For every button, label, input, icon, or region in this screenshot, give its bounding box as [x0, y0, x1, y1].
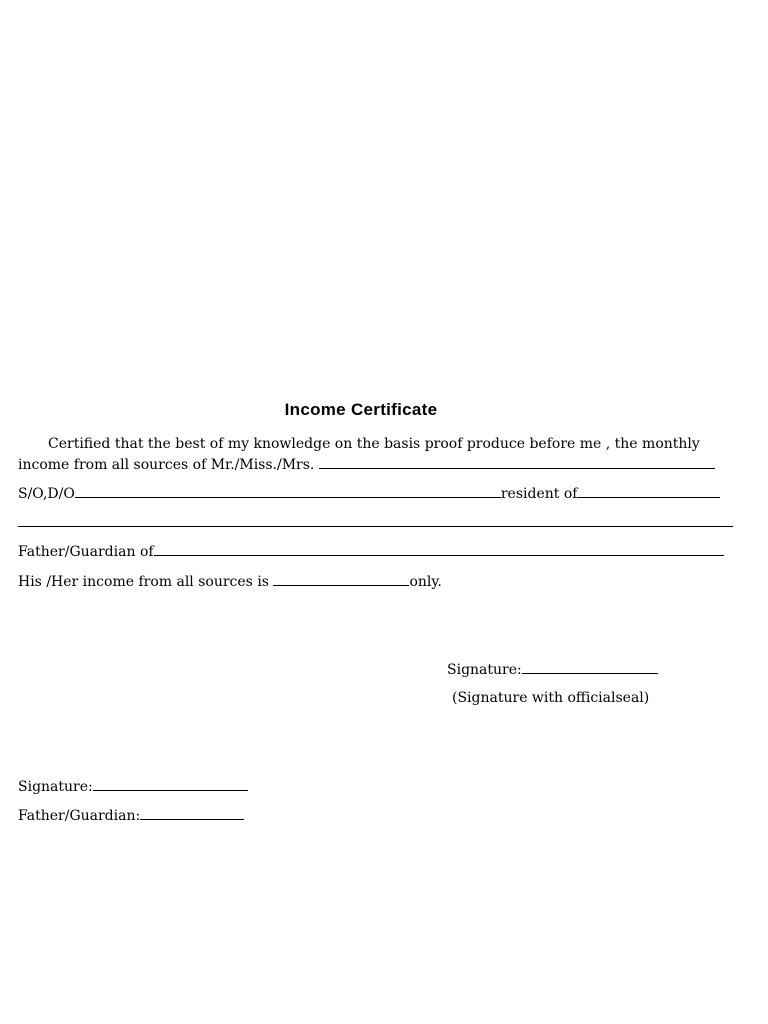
father-guardian-of-label: Father/Guardian of — [18, 544, 154, 560]
address-line — [18, 513, 733, 532]
income-blank — [273, 572, 409, 586]
official-signature-label: Signature: — [447, 662, 522, 678]
paragraph-text-2: income from all sources of Mr./Miss./Mrs. — [18, 457, 319, 473]
name-blank — [319, 455, 715, 469]
applicant-father-guardian-blank — [140, 806, 244, 820]
income-line — [18, 572, 442, 591]
father-guardian-blank — [154, 542, 724, 556]
paragraph-line-1 — [18, 435, 700, 453]
applicant-father-guardian-line — [18, 806, 244, 825]
income-prefix: His /Her income from all sources is — [18, 574, 274, 590]
income-suffix: only. — [409, 574, 442, 590]
applicant-signature-line — [18, 777, 248, 796]
paragraph-line-2 — [18, 455, 715, 474]
document-title: Income Certificate — [284, 400, 438, 419]
applicant-signature-label: Signature: — [18, 779, 93, 795]
sodo-blank — [75, 484, 501, 498]
official-seal-note: (Signature with officialseal) — [452, 690, 650, 706]
resident-label: resident of — [500, 486, 578, 502]
applicant-signature-blank — [93, 777, 248, 791]
official-signature-blank — [522, 660, 658, 674]
sodo-line — [18, 484, 720, 503]
paragraph-text-1: Certified that the best of my knowledge on the basis proof produce before me , the monthly — [48, 436, 700, 452]
father-guardian-line — [18, 542, 724, 561]
official-signature-line — [447, 660, 658, 679]
official-seal-line — [452, 689, 649, 707]
resident-blank — [577, 484, 720, 498]
applicant-father-guardian-label: Father/Guardian: — [18, 808, 141, 824]
address-blank — [18, 513, 733, 527]
sodo-label: S/O,D/O — [18, 486, 75, 502]
